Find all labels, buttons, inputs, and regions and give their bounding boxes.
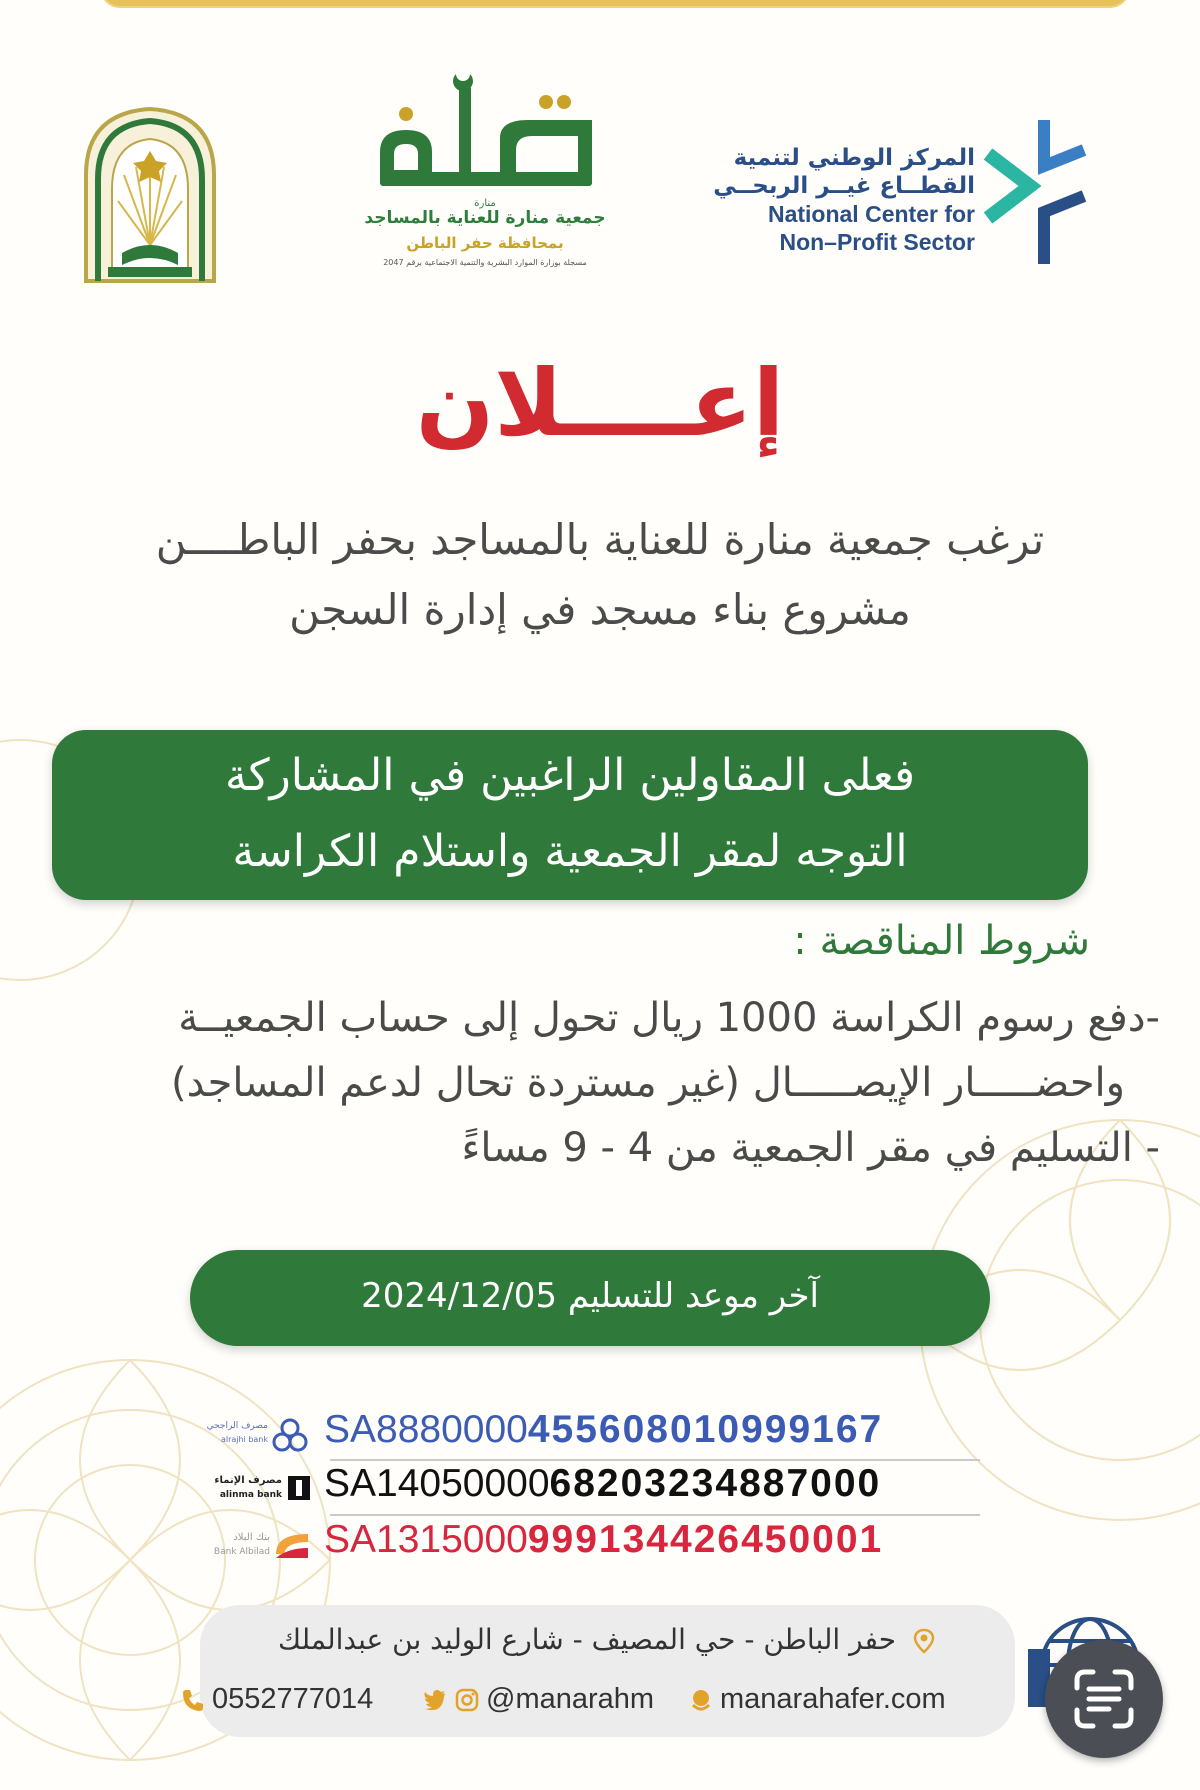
address-text: حفر الباطن - حي المصيف - شارع الوليد بن عبدالملك <box>278 1623 897 1656</box>
contact-social[interactable] <box>422 1677 654 1721</box>
bank-name-ar: مصرف الراجحي <box>206 1421 268 1431</box>
manara-wordmark <box>360 60 610 210</box>
contact-line <box>200 1677 1015 1721</box>
iban-prefix: SA8880000 <box>324 1408 528 1451</box>
manara-registration: مسجلة بوزارة الموارد البشرية والتنمية الاجتماعية برقم 2047 <box>383 258 587 267</box>
ncnp-ar-line2: القطــاع غيــر الربحــي <box>713 173 975 199</box>
phone-icon <box>180 1687 206 1713</box>
ministry-seal-icon <box>80 105 220 283</box>
ncnp-logo <box>713 112 1095 272</box>
location-pin-icon <box>911 1628 937 1654</box>
contact-website[interactable] <box>688 1677 946 1721</box>
deadline-text: آخر موعد للتسليم 2024/12/05 <box>361 1276 819 1316</box>
ncnp-en-line1: National Center for <box>767 201 975 227</box>
conditions-title: شروط المناقصة : <box>793 918 1090 964</box>
scan-text-icon <box>1045 1640 1163 1758</box>
bank-name-en: Bank Albilad <box>213 1547 270 1557</box>
contact-address <box>200 1623 1015 1656</box>
iban-number: 455608010999167 <box>527 1408 884 1451</box>
condition-item: -دفع رسوم الكراسة 1000 ريال تحول إلى حساب الجمعيــة <box>178 995 1160 1041</box>
deadline-pill <box>190 1250 990 1346</box>
cta-panel <box>52 730 1088 900</box>
iban-alinma[interactable] <box>324 1462 881 1506</box>
iban-divider <box>330 1459 980 1461</box>
condition-item: - التسليم في مقر الجمعية من 4 - 9 مساءً <box>461 1125 1160 1171</box>
condition-item: واحضـــــار الإيصـــــال (غير مستردة تحال لدعم المساجد) <box>170 1060 1125 1106</box>
iban-number: 68203234887000 <box>549 1462 882 1505</box>
iban-divider <box>330 1514 980 1516</box>
alrajhi-bank-icon <box>200 1414 315 1456</box>
manara-location: بمحافظة حفر الباطن <box>406 234 564 252</box>
bank-name-ar: بنك البلاد <box>233 1532 270 1543</box>
ncnp-en-line2: Non–Profit Sector <box>779 229 975 255</box>
iban-row-alrajhi <box>200 1408 990 1460</box>
iban-prefix: SA1315000 <box>324 1518 528 1561</box>
ncnp-chevron-icon <box>980 112 1095 272</box>
iban-row-alinma <box>200 1462 990 1514</box>
manara-wordmark-text: منارة <box>474 198 496 209</box>
instagram-icon <box>454 1687 480 1713</box>
contact-bar <box>200 1605 1015 1737</box>
website-icon <box>688 1687 714 1713</box>
twitter-icon <box>422 1687 448 1713</box>
contact-phone[interactable] <box>180 1677 373 1721</box>
iban-number: 999134426450001 <box>527 1518 884 1561</box>
albilad-bank-icon <box>200 1524 315 1566</box>
website-url: manarahafer.com <box>720 1683 946 1715</box>
manara-logo <box>360 60 610 280</box>
cta-line-2: التوجه لمقر الجمعية واستلام الكراسة <box>232 826 908 877</box>
bank-name-ar: مصرف الإنماء <box>214 1475 282 1486</box>
iban-row-albilad <box>200 1518 990 1570</box>
manara-subtitle: جمعية منارة للعناية بالمساجد <box>364 208 606 228</box>
ncnp-ar-line1: المركز الوطني لتنمية <box>733 145 975 171</box>
alinma-bank-icon <box>200 1468 315 1510</box>
phone-number: 0552777014 <box>212 1683 374 1715</box>
ncnp-text <box>713 144 975 256</box>
intro-line-2: مشروع بناء مسجد في إدارة السجن <box>289 585 911 634</box>
bank-name-en: alinma bank <box>219 1490 282 1500</box>
cta-line-1: فعلى المقاولين الراغبين في المشاركة <box>224 750 915 801</box>
iban-alrajhi[interactable] <box>324 1408 883 1452</box>
iban-prefix: SA14050000 <box>324 1462 550 1505</box>
intro-line-1: ترغب جمعية منارة للعناية بالمساجد بحفر الباطــــن <box>155 515 1045 564</box>
iban-albilad[interactable] <box>324 1518 883 1562</box>
social-handle: @manarahm <box>486 1683 655 1715</box>
bank-name-en: alrajhi bank <box>220 1435 268 1444</box>
top-gold-band <box>100 0 1130 8</box>
announcement-headline: إعــــلان <box>415 350 785 457</box>
scan-text-button[interactable] <box>1045 1640 1163 1758</box>
